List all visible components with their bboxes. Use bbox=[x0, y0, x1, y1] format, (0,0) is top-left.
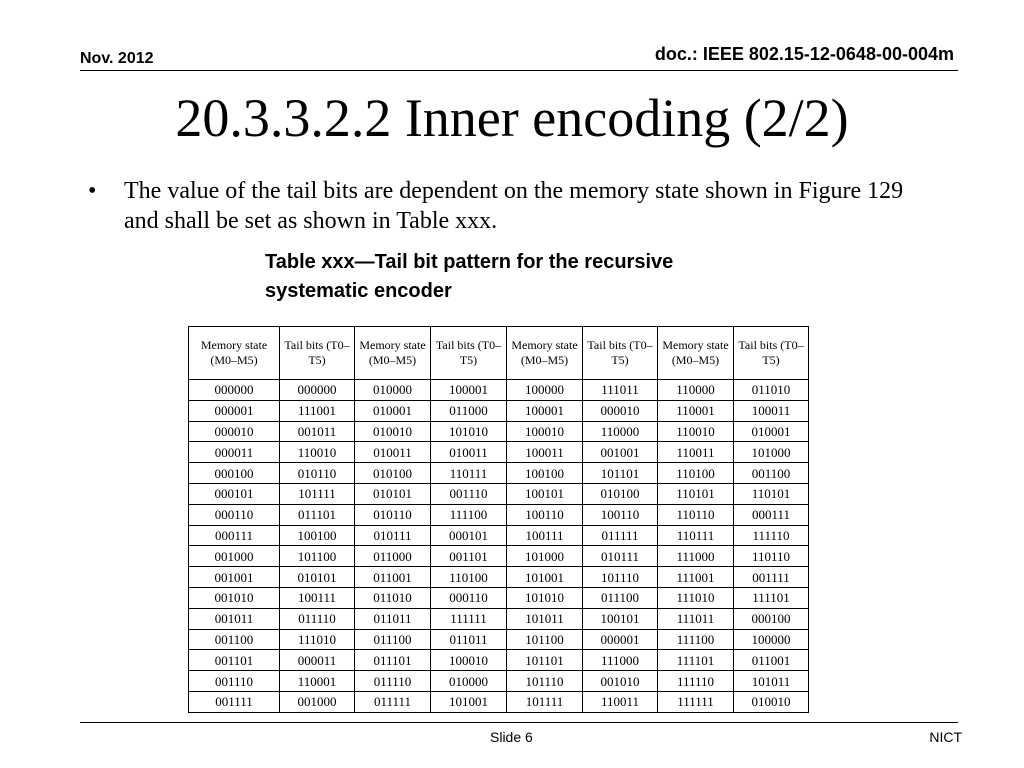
table-cell: 110111 bbox=[658, 525, 734, 546]
table-cell: 101001 bbox=[507, 567, 583, 588]
table-cell: 111100 bbox=[658, 629, 734, 650]
table-cell: 100010 bbox=[507, 421, 583, 442]
table-cell: 110001 bbox=[280, 671, 355, 692]
table-cell: 000011 bbox=[280, 650, 355, 671]
table-cell: 110001 bbox=[658, 400, 734, 421]
table-cell: 000110 bbox=[431, 587, 507, 608]
table-cell: 011110 bbox=[280, 608, 355, 629]
footer-org: NICT bbox=[929, 729, 962, 745]
slide-title: 20.3.3.2.2 Inner encoding (2/2) bbox=[175, 88, 849, 148]
table-cell: 010111 bbox=[355, 525, 431, 546]
table-cell: 100101 bbox=[583, 608, 658, 629]
table-cell: 001001 bbox=[189, 567, 280, 588]
table-row bbox=[189, 650, 809, 671]
table-cell: 000111 bbox=[189, 525, 280, 546]
table-header-cell: Memory state (M0–M5) bbox=[507, 327, 583, 380]
table-cell: 100110 bbox=[507, 504, 583, 525]
table-cell: 110110 bbox=[658, 504, 734, 525]
table-cell: 010110 bbox=[355, 504, 431, 525]
table-cell: 110101 bbox=[658, 483, 734, 504]
table-cell: 100011 bbox=[507, 442, 583, 463]
table-cell: 001110 bbox=[431, 483, 507, 504]
table-cell: 010101 bbox=[280, 567, 355, 588]
table-cell: 100000 bbox=[734, 629, 809, 650]
table-cell: 101000 bbox=[507, 546, 583, 567]
table-cell: 101111 bbox=[507, 691, 583, 712]
table-cell: 011000 bbox=[431, 400, 507, 421]
table-cell: 001101 bbox=[431, 546, 507, 567]
table-cell: 011001 bbox=[734, 650, 809, 671]
table-cell: 000001 bbox=[189, 400, 280, 421]
table-header-cell: Memory state (M0–M5) bbox=[355, 327, 431, 380]
table-cell: 010111 bbox=[583, 546, 658, 567]
table-cell: 100110 bbox=[583, 504, 658, 525]
table-cell: 001110 bbox=[189, 671, 280, 692]
table-cell: 000011 bbox=[189, 442, 280, 463]
table-cell: 100011 bbox=[734, 400, 809, 421]
table-row bbox=[189, 442, 809, 463]
table-header-cell: Tail bits (T0–T5) bbox=[734, 327, 809, 380]
table-cell: 111111 bbox=[658, 691, 734, 712]
table-cell: 100111 bbox=[280, 587, 355, 608]
table-cell: 001111 bbox=[189, 691, 280, 712]
table-cell: 001111 bbox=[734, 567, 809, 588]
table-cell: 011101 bbox=[355, 650, 431, 671]
slide-number: Slide 6 bbox=[490, 729, 533, 745]
table-cell: 011010 bbox=[734, 380, 809, 401]
table-header-cell: Tail bits (T0–T5) bbox=[431, 327, 507, 380]
table-cell: 101001 bbox=[431, 691, 507, 712]
table-cell: 100101 bbox=[507, 483, 583, 504]
table-cell: 101010 bbox=[507, 587, 583, 608]
header-doc-id: doc.: IEEE 802.15-12-0648-00-004m bbox=[654, 44, 954, 64]
table-cell: 010011 bbox=[431, 442, 507, 463]
table-cell: 001001 bbox=[583, 442, 658, 463]
table-cell: 101011 bbox=[734, 671, 809, 692]
table-cell: 010011 bbox=[355, 442, 431, 463]
table-cell: 001000 bbox=[280, 691, 355, 712]
table-cell: 101100 bbox=[507, 629, 583, 650]
table-cell: 010010 bbox=[355, 421, 431, 442]
table-cell: 010100 bbox=[355, 463, 431, 484]
table-row bbox=[189, 546, 809, 567]
header-divider bbox=[80, 70, 958, 71]
table-header-row bbox=[189, 327, 809, 380]
table-cell: 010000 bbox=[431, 671, 507, 692]
table-cell: 010001 bbox=[734, 421, 809, 442]
table-cell: 111001 bbox=[280, 400, 355, 421]
table-cell: 001100 bbox=[189, 629, 280, 650]
table-cell: 011110 bbox=[355, 671, 431, 692]
table-cell: 110011 bbox=[658, 442, 734, 463]
table-cell: 001011 bbox=[280, 421, 355, 442]
table-cell: 000111 bbox=[734, 504, 809, 525]
table-cell: 111010 bbox=[280, 629, 355, 650]
table-cell: 000110 bbox=[189, 504, 280, 525]
table-cell: 000101 bbox=[431, 525, 507, 546]
table-header-cell: Tail bits (T0–T5) bbox=[280, 327, 355, 380]
table-cell: 001000 bbox=[189, 546, 280, 567]
table-cell: 111111 bbox=[431, 608, 507, 629]
table-cell: 111000 bbox=[583, 650, 658, 671]
table-cell: 000000 bbox=[189, 380, 280, 401]
table-header-cell: Memory state (M0–M5) bbox=[658, 327, 734, 380]
table-cell: 110100 bbox=[658, 463, 734, 484]
table-row bbox=[189, 400, 809, 421]
table-cell: 111011 bbox=[583, 380, 658, 401]
table-cell: 000001 bbox=[583, 629, 658, 650]
table-row bbox=[189, 691, 809, 712]
table-cell: 111001 bbox=[658, 567, 734, 588]
table-cell: 100100 bbox=[280, 525, 355, 546]
table-cell: 000100 bbox=[189, 463, 280, 484]
table-header-cell: Tail bits (T0–T5) bbox=[583, 327, 658, 380]
tail-bit-table bbox=[188, 326, 809, 713]
table-cell: 110101 bbox=[734, 483, 809, 504]
table-caption: Table xxx—Tail bit pattern for the recursive systematic encoder bbox=[265, 251, 674, 302]
table-cell: 010110 bbox=[280, 463, 355, 484]
table-cell: 101110 bbox=[507, 671, 583, 692]
table-cell: 000000 bbox=[280, 380, 355, 401]
table-cell: 110011 bbox=[583, 691, 658, 712]
table-row bbox=[189, 504, 809, 525]
table-cell: 010000 bbox=[355, 380, 431, 401]
table-cell: 010001 bbox=[355, 400, 431, 421]
table-cell: 101101 bbox=[583, 463, 658, 484]
footer-divider bbox=[80, 722, 958, 723]
table-cell: 111011 bbox=[658, 608, 734, 629]
table-cell: 001101 bbox=[189, 650, 280, 671]
table-cell: 011010 bbox=[355, 587, 431, 608]
table-cell: 000100 bbox=[734, 608, 809, 629]
table-cell: 111110 bbox=[658, 671, 734, 692]
table-cell: 000101 bbox=[189, 483, 280, 504]
table-cell: 110100 bbox=[431, 567, 507, 588]
table-cell: 111101 bbox=[658, 650, 734, 671]
table-cell: 110111 bbox=[431, 463, 507, 484]
table-cell: 001010 bbox=[189, 587, 280, 608]
table-row bbox=[189, 463, 809, 484]
table-cell: 010101 bbox=[355, 483, 431, 504]
table-cell: 011011 bbox=[355, 608, 431, 629]
table-body bbox=[189, 380, 809, 713]
table-row bbox=[189, 629, 809, 650]
table-cell: 001011 bbox=[189, 608, 280, 629]
table-cell: 101101 bbox=[507, 650, 583, 671]
bullet-text: The value of the tail bits are dependent on the memory state shown in Figure 129 and shall be set as shown in Table xxx. bbox=[124, 178, 904, 234]
table-cell: 011000 bbox=[355, 546, 431, 567]
table-cell: 101000 bbox=[734, 442, 809, 463]
header-date: Nov. 2012 bbox=[80, 50, 154, 67]
table-cell: 111110 bbox=[734, 525, 809, 546]
table-row bbox=[189, 671, 809, 692]
table-cell: 110000 bbox=[583, 421, 658, 442]
table-cell: 100111 bbox=[507, 525, 583, 546]
table-cell: 011011 bbox=[431, 629, 507, 650]
table-cell: 100100 bbox=[507, 463, 583, 484]
table-cell: 011101 bbox=[280, 504, 355, 525]
table-cell: 011100 bbox=[583, 587, 658, 608]
table-cell: 101011 bbox=[507, 608, 583, 629]
table-cell: 000010 bbox=[583, 400, 658, 421]
table-cell: 101010 bbox=[431, 421, 507, 442]
bullet-marker: • bbox=[88, 178, 97, 204]
table-cell: 100000 bbox=[507, 380, 583, 401]
table-cell: 010100 bbox=[583, 483, 658, 504]
table-cell: 101110 bbox=[583, 567, 658, 588]
table-cell: 101100 bbox=[280, 546, 355, 567]
table-row bbox=[189, 567, 809, 588]
table-cell: 111000 bbox=[658, 546, 734, 567]
table-cell: 100001 bbox=[507, 400, 583, 421]
table-row bbox=[189, 525, 809, 546]
table-cell: 111101 bbox=[734, 587, 809, 608]
table-cell: 101111 bbox=[280, 483, 355, 504]
table-cell: 111100 bbox=[431, 504, 507, 525]
table-cell: 100001 bbox=[431, 380, 507, 401]
table-cell: 110010 bbox=[658, 421, 734, 442]
table-cell: 110010 bbox=[280, 442, 355, 463]
table-row bbox=[189, 421, 809, 442]
table-cell: 011100 bbox=[355, 629, 431, 650]
table-cell: 011111 bbox=[583, 525, 658, 546]
table-cell: 011001 bbox=[355, 567, 431, 588]
table-cell: 001010 bbox=[583, 671, 658, 692]
table-cell: 100010 bbox=[431, 650, 507, 671]
table-cell: 111010 bbox=[658, 587, 734, 608]
table-cell: 011111 bbox=[355, 691, 431, 712]
table-row bbox=[189, 608, 809, 629]
table-row bbox=[189, 380, 809, 401]
table-row bbox=[189, 587, 809, 608]
table-cell: 110110 bbox=[734, 546, 809, 567]
table-cell: 010010 bbox=[734, 691, 809, 712]
table-cell: 001100 bbox=[734, 463, 809, 484]
table-cell: 110000 bbox=[658, 380, 734, 401]
table-header-cell: Memory state (M0–M5) bbox=[189, 327, 280, 380]
table-cell: 000010 bbox=[189, 421, 280, 442]
table-row bbox=[189, 483, 809, 504]
